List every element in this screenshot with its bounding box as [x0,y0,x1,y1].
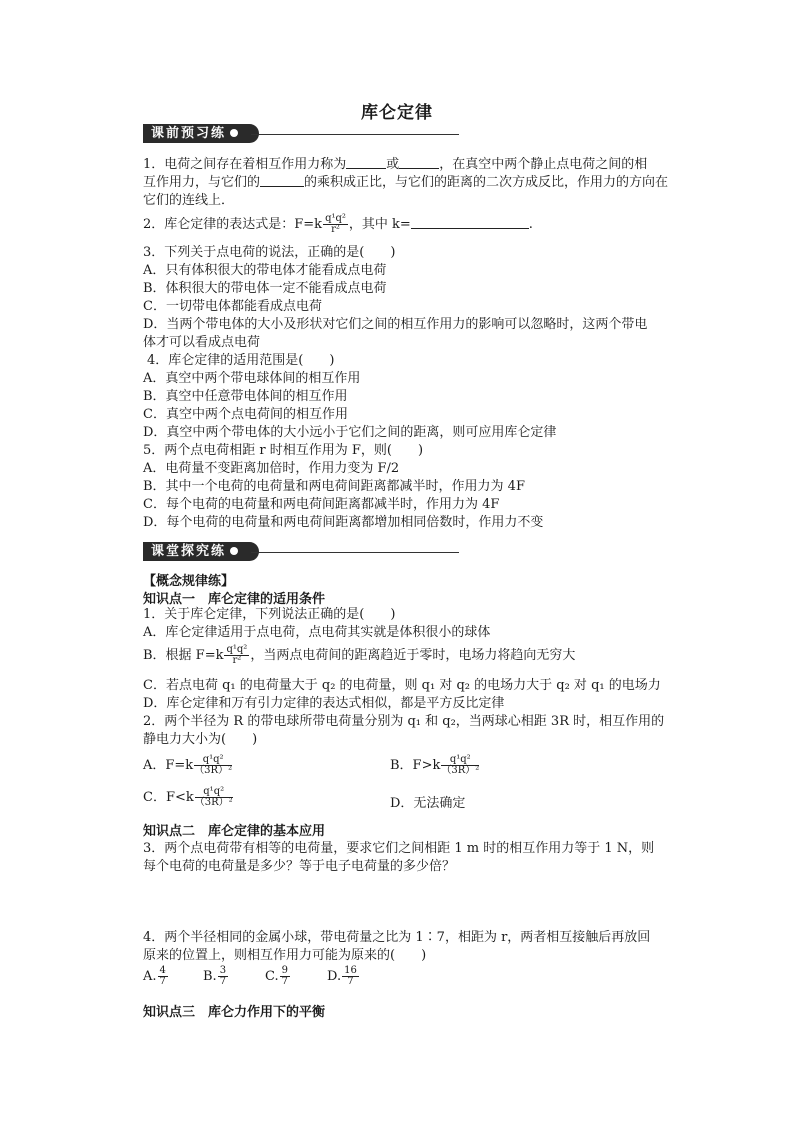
section-rule [251,552,459,553]
answer-blank[interactable] [399,156,439,169]
pre-q3: 3．下列关于点电荷的说法，正确的是( ) [143,245,396,260]
option: B．根据 F=k $\frac{\text{q¹q²}}{\text{r²}}$ ，当两点电荷间的距离趋近于零时，电场力将趋向无穷大 [143,644,576,666]
knowledge-point-3: 知识点三 库仑力作用下的平衡 [143,1005,326,1020]
option: B．F>k $\frac{\text{q¹q²}}{\text{（3R）²}}$ [390,754,480,776]
option: A．电荷量不变距离加倍时，作用力变为 F/2 [143,461,400,476]
fraction: $\frac{16}{7}$ [344,965,357,987]
option: D．库仑定律和万有引力定律的表达式相似，都是平方反比定律 [143,696,505,711]
option: C．F<k $\frac{\text{q¹q²}}{\text{（3R）²}}$ [143,786,233,808]
section-label: 课堂探究练 [151,544,227,559]
dot-icon [230,129,238,137]
option: A．真空中两个带电球体间的相互作用 [143,371,361,386]
cls-q4-cont: 原来的位置上，则相互作用力可能为原来的( ) [143,948,427,963]
pre-q1-line3: 它们的连线上． [143,193,235,208]
fraction: $\frac{\text{q¹q²}}{\text{（3R）²}}$ [194,754,233,776]
group-heading: 【概念规律练】 [143,574,235,589]
option: D．当两个带电体的大小及形状对它们之间的相互作用力的影响可以忽略时，这两个带电 [143,317,648,332]
option: B．其中一个电荷的电荷量和两电荷间距离都减半时，作用力为 4F [143,479,525,494]
option: B. $\frac{3}{7}$ [203,965,227,987]
option: C．真空中两个点电荷间的相互作用 [143,407,348,422]
option: 体才可以看成点电荷 [143,335,261,350]
option: D．真空中两个带电体的大小远小于它们之间的距离，则可应用库仑定律 [143,425,557,440]
cls-q3: 3．两个点电荷带有相等的电荷量，要求它们之间相距 1 m 时的相互作用力等于 1 N，则 [143,841,655,856]
option: B．真空中任意带电体间的相互作用 [143,389,348,404]
pre-q1-line2: 互作用力，与它们的 的乘积成正比，与它们的距离的二次方成反比，作用力的方向在 [143,175,669,190]
cls-q1: 1．关于库仑定律，下列说法正确的是( ) [143,607,396,622]
pre-q2: 2．库仑定律的表达式是：F=k $\frac{\text{q¹q²}}{\text{r²}}$ ，其中 k= . [143,213,533,235]
fraction: $\frac{3}{7}$ [219,965,227,987]
cls-q2-cont: 静电力大小为( ) [143,732,258,747]
section-header-class [143,542,259,561]
knowledge-point-2: 知识点二 库仑定律的基本应用 [143,824,326,839]
option: B．体积很大的带电体一定不能看成点电荷 [143,281,387,296]
fraction: $\frac{4}{7}$ [159,965,166,987]
option: D．每个电荷的电荷量和两电荷间距离都增加相同倍数时，作用力不变 [143,515,544,530]
dot-icon [230,547,238,555]
option: A．只有体积很大的带电体才能看成点电荷 [143,263,387,278]
option: C．若点电荷 q₁ 的电荷量大于 q₂ 的电荷量，则 q₁ 对 q₂ 的电场力大于 q₂ 对 q₁ 的电场力 [143,678,661,693]
section-header-pre [143,124,259,143]
option: D. $\frac{16}{7}$ [327,965,357,987]
fraction: $\frac{\text{q¹q²}}{\text{（3R）²}}$ [194,786,233,808]
cls-q2: 2．两个半径为 R 的带电球所带电荷量分别为 q₁ 和 q₂，当两球心相距 3R 时，相互作用的 [143,714,665,729]
answer-blank[interactable] [260,174,304,187]
fraction: $\frac{\text{q¹q²}}{\text{r²}}$ [226,644,248,666]
option: D．无法确定 [390,796,466,811]
cls-q4: 4．两个半径相同的金属小球，带电荷量之比为 1∶7，相距为 r，两者相互接触后再放回 [143,930,651,945]
fraction: $\frac{\text{q¹q²}}{\text{r²}}$ [325,213,346,235]
pre-q1-line1: 1．电荷之间存在着相互作用力称为 或 ，在真空中两个静止点电荷之间的相 [143,157,648,172]
option: A. $\frac{4}{7}$ [143,965,166,987]
option: C．每个电荷的电荷量和两电荷间距离都减半时，作用力为 4F [143,497,500,512]
page-title: 库仑定律 [361,103,433,123]
answer-blank[interactable] [411,216,529,229]
fraction: $\frac{\text{q¹q²}}{\text{（3R）²}}$ [441,754,480,776]
option: C．一切带电体都能看成点电荷 [143,299,322,314]
pre-q5: 5．两个点电荷相距 r 时相互作用为 F，则( ) [143,443,424,458]
pre-q4: 4．库仑定律的适用范围是( ) [147,353,335,368]
section-label: 课前预习练 [151,126,227,141]
answer-blank[interactable] [346,156,386,169]
option: A．F=k $\frac{\text{q¹q²}}{\text{（3R）²}}$ [143,754,233,776]
option: A．库仑定律适用于点电荷，点电荷其实就是体积很小的球体 [143,625,491,640]
fraction: $\frac{9}{7}$ [281,965,288,987]
section-rule [251,134,459,135]
knowledge-point-1: 知识点一 库仑定律的适用条件 [143,592,326,607]
cls-q3-cont: 每个电荷的电荷量是多少？等于电子电荷量的多少倍？ [143,859,456,874]
option: C. $\frac{9}{7}$ [265,965,288,987]
